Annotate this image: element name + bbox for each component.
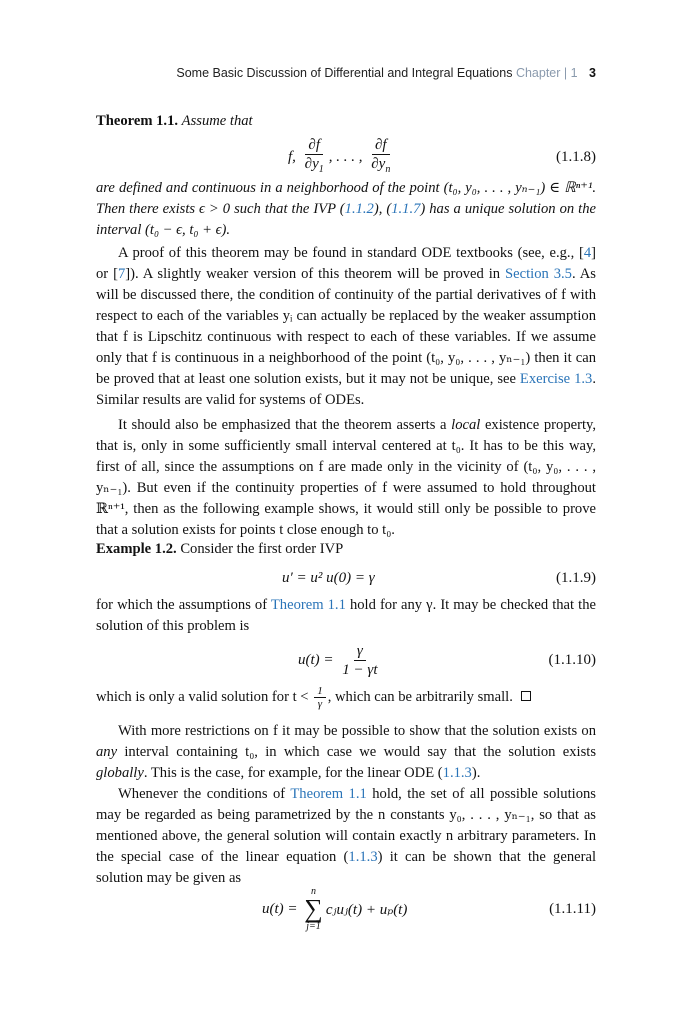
- example-heading: Example 1.2. Consider the first order IVP: [96, 541, 344, 557]
- eq-ref-link[interactable]: 1.1.2: [344, 201, 374, 217]
- chapter-label: Chapter | 1: [515, 66, 578, 80]
- eq-number: (1.1.10): [548, 651, 596, 668]
- page-number: 3: [589, 66, 596, 80]
- citation-link[interactable]: 7: [117, 266, 126, 282]
- equation-1-1-8: f, $\frac{\partial f}{\partial y_1}$ , . . . , $\frac{\partial f}{\partial y_n}$ (1.1.8): [96, 134, 596, 180]
- theorem-intro: Assume that: [181, 113, 253, 129]
- eq-number: (1.1.11): [549, 900, 596, 917]
- example-label: Example 1.2.: [96, 541, 177, 557]
- theorem-heading: [96, 111, 596, 132]
- equation-1-1-10: u(t) = $\frac{\gamma}{1 - \gamma t}$ (1.1.10): [96, 637, 596, 683]
- paragraph-general-solution: Whenever the conditions of Theorem 1.1 hold, the set of all possible solutions may be regarded as being parametrized by the n constants y₀, . . . , yₙ₋₁, so that as mentioned above, the general solution will contain exactly n arbitrary parameters. In the special case of the linear equation (1.1.3) it can be shown that the general solution may be given as: [96, 786, 596, 886]
- exercise-link[interactable]: Exercise 1.3: [519, 371, 593, 387]
- running-header: [96, 66, 596, 80]
- eq-number: (1.1.9): [556, 569, 596, 586]
- eq-ref-link[interactable]: 1.1.3: [442, 765, 472, 781]
- theorem-link[interactable]: Theorem 1.1: [290, 786, 367, 802]
- paragraph-proof: A proof of this theorem may be found in standard ODE textbooks (see, e.g., [4] or [7]). A slightly weaker version of this theorem will be proved in Section 3.5. As will be discussed there, the condition of continuity of the partial derivatives of f with respect to each of the variables yᵢ can actually be replaced by the weaker assumption that f is Lipschitz continuous with respect to each of these variables. If we assume only that f is continuous in a neighborhood of the point (t₀, y₀, . . . , yₙ₋₁) then it can be proved that at least one solution exists, but it may not be unique, see Exercise 1.3. Similar results are valid for systems of ODEs.: [96, 245, 596, 408]
- paragraph-global: With more restrictions on f it may be possible to show that the solution exists on any interval containing t₀, in which case we would say that the solution exists globally. This is the case, for example, for the linear ODE (1.1.3).: [96, 723, 596, 781]
- example-text: for which the assumptions of Theorem 1.1 hold for any γ. It may be checked that the solution of this problem is: [96, 597, 596, 634]
- theorem-label: Theorem 1.1.: [96, 113, 179, 129]
- qed-box: [521, 691, 531, 701]
- eq-number: (1.1.8): [556, 148, 596, 165]
- equation-1-1-9: u′ = u² u(0) = γ (1.1.9): [96, 555, 596, 601]
- eq-ref-link[interactable]: 1.1.3: [348, 849, 378, 865]
- running-title: Some Basic Discussion of Differential and Integral Equations: [176, 66, 513, 80]
- section-link[interactable]: Section 3.5: [505, 266, 572, 282]
- eq-ref-link[interactable]: 1.1.7: [391, 201, 421, 217]
- theorem-link[interactable]: Theorem 1.1: [270, 597, 346, 613]
- example-conclusion: which is only a valid solution for t < $\frac{1}{\gamma}$ , which can be arbitrarily small.: [96, 685, 596, 710]
- paragraph-local: It should also be emphasized that the theorem asserts a local existence property, that is, only in some sufficiently small interval centered at t₀. It has to be this way, first of all, since the assumptions on f are made only in the vicinity of (t₀, y₀, . . . , yₙ₋₁). But even if the continuity properties of f were assumed to hold throughout ℝⁿ⁺¹, then as the following example shows, it would still only be possible to prove that a solution exists for points t close enough to t₀.: [96, 417, 597, 538]
- equation-1-1-11: u(t) = n ∑ j=1 cⱼuⱼ(t) + uₚ(t) (1.1.11): [262, 886, 596, 932]
- citation-link[interactable]: 4: [583, 245, 592, 261]
- theorem-statement: are defined and continuous in a neighborhood of the point (t₀, y₀, . . . , yₙ₋₁) ∈ ℝⁿ⁺¹. Then there exists ϵ > 0 such that the IVP (1.1.2), (1.1.7) has a unique solution on the interval (t₀ − ϵ, t₀ + ϵ).: [96, 180, 596, 238]
